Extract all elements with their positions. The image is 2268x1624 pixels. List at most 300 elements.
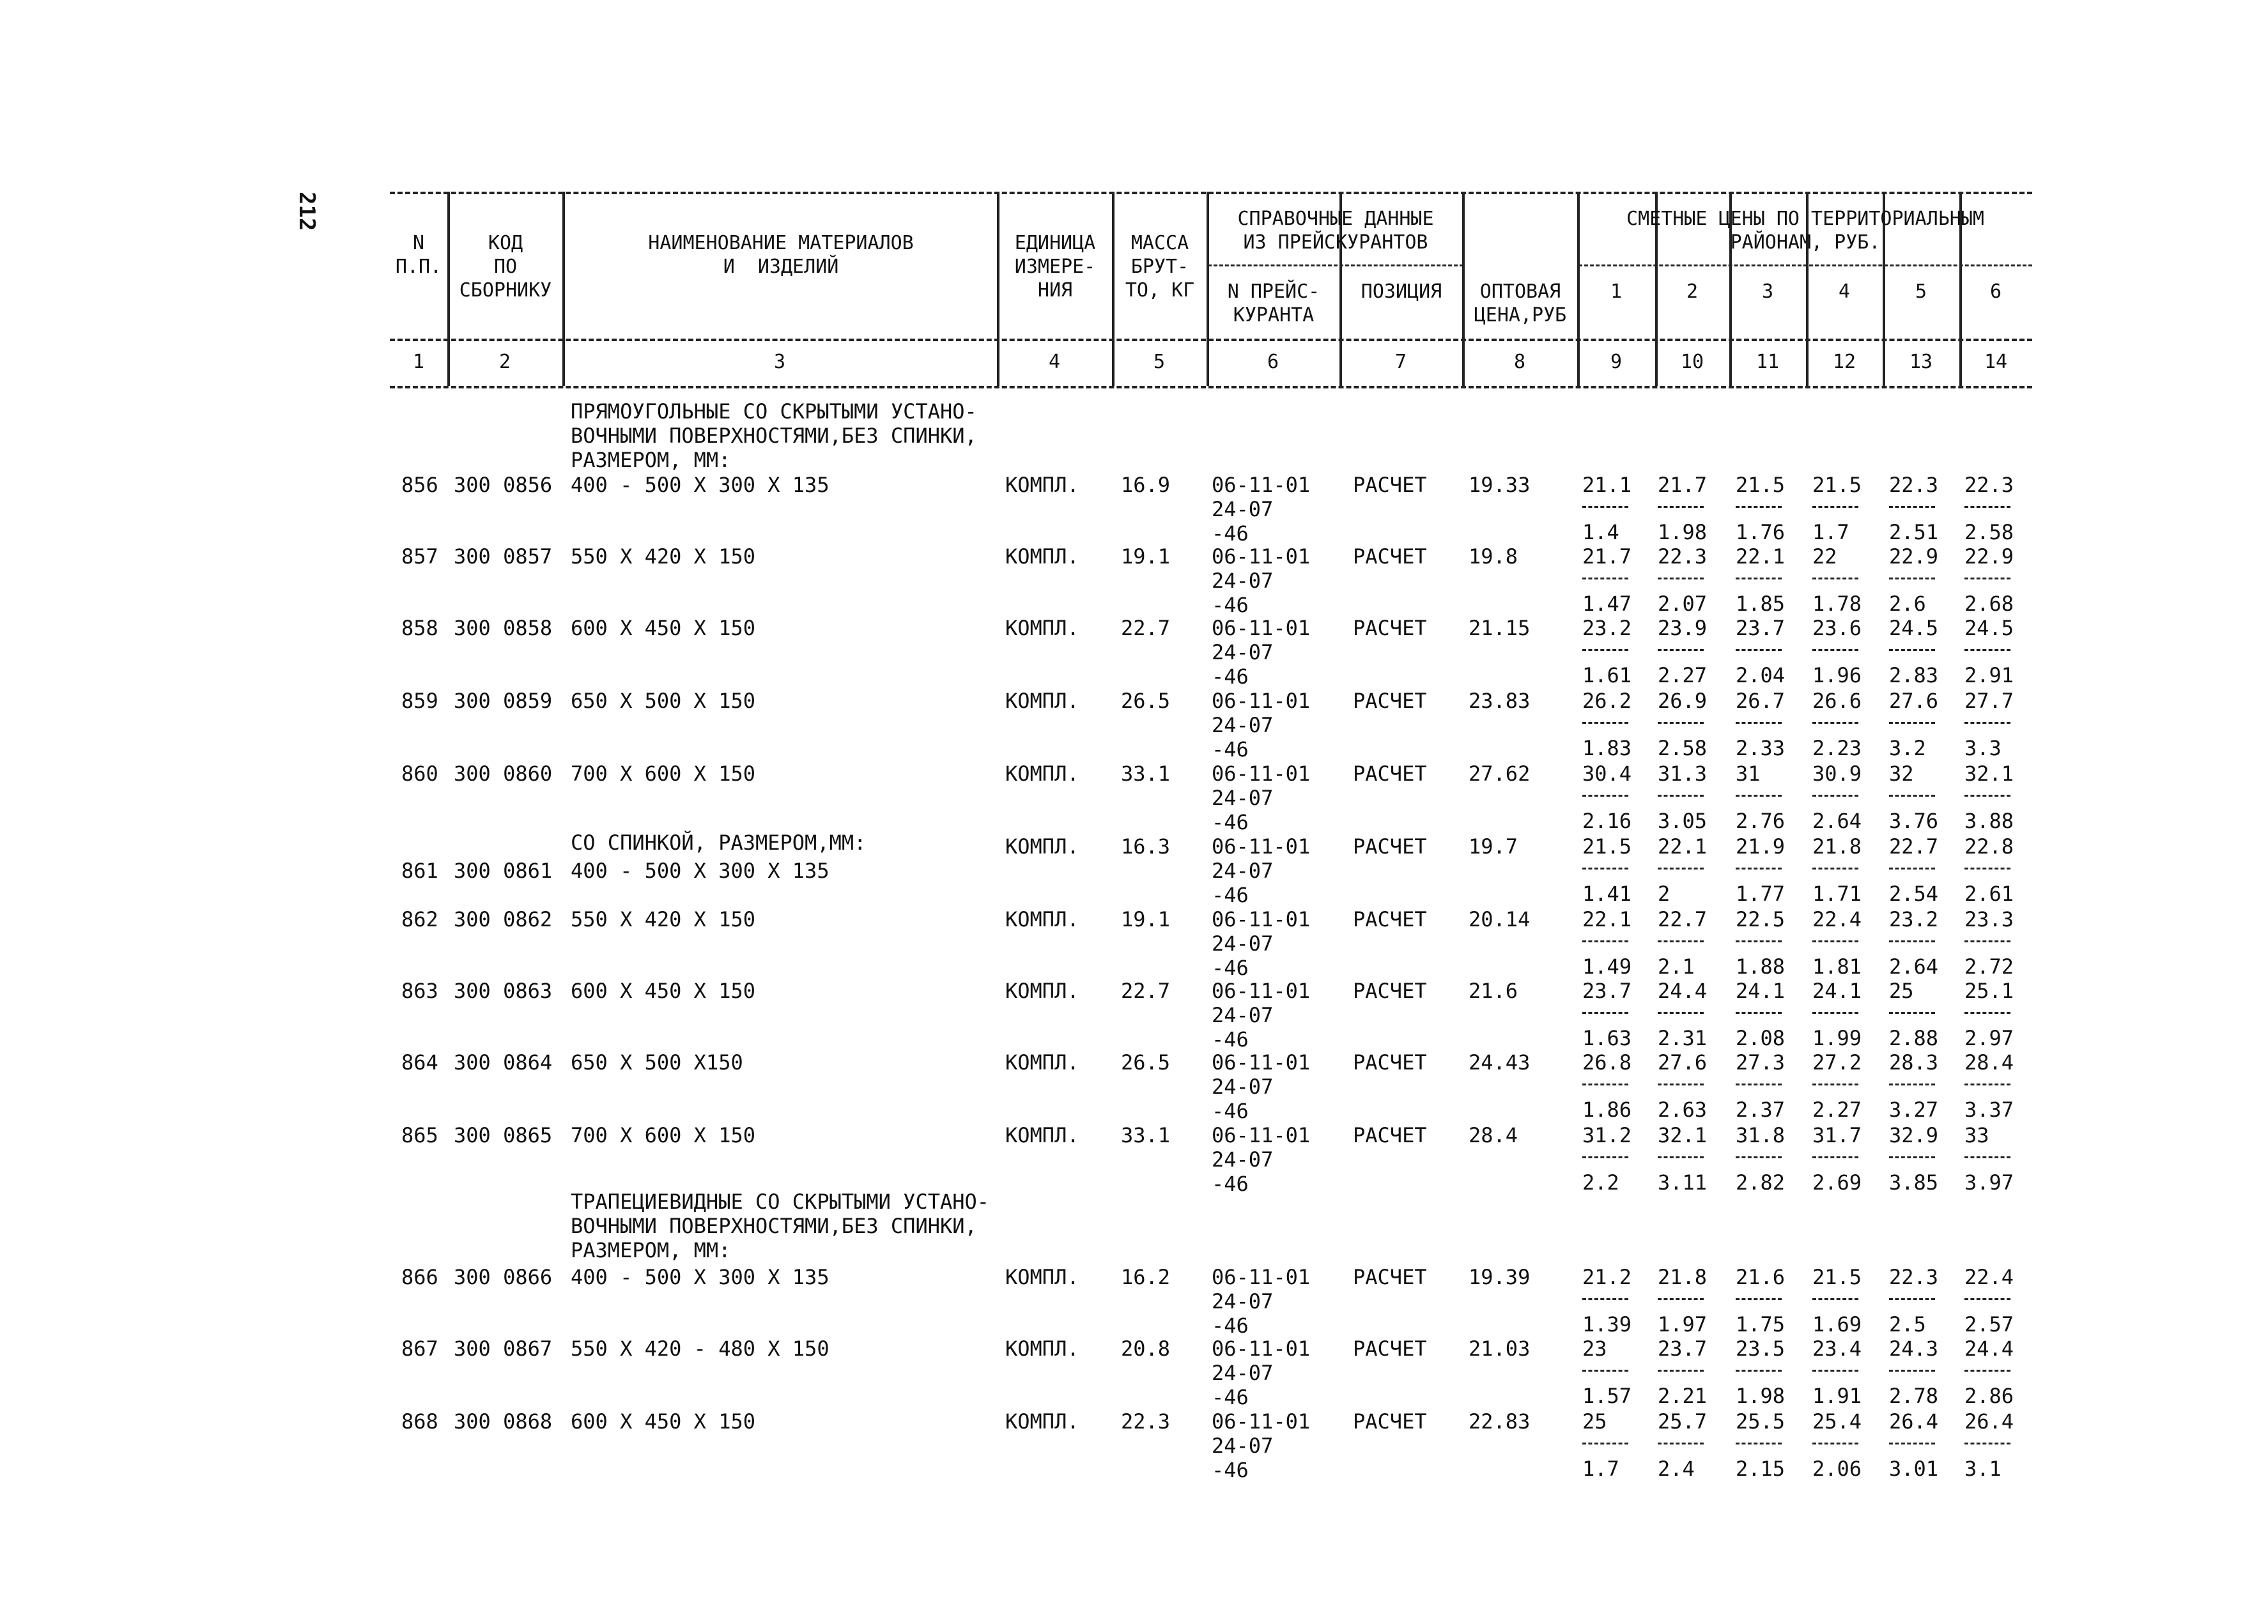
price-bottom-region-5: 2.6	[1889, 592, 1926, 616]
price-top-region-2: 26.9	[1658, 689, 1708, 713]
row-pricelist: 06-11-01 24-07 -46	[1212, 689, 1311, 762]
price-bottom-region-3: 1.85	[1736, 592, 1786, 616]
fraction-rule	[1582, 1012, 1628, 1014]
price-top-region-5: 22.9	[1889, 544, 1939, 569]
price-top-region-6: 24.4	[1964, 1337, 2014, 1361]
fraction-rule	[1658, 868, 1704, 869]
row-mass: 33.1	[1121, 1123, 1171, 1147]
fraction-rule	[1812, 1084, 1858, 1085]
row-pricelist: 06-11-01 24-07 -46	[1212, 979, 1311, 1052]
price-bottom-region-6: 2.68	[1964, 592, 2014, 616]
header-pricelist: N ПРЕЙС- КУРАНТА	[1227, 280, 1320, 326]
row-code: 300 0868	[454, 1409, 553, 1434]
price-top-region-3: 23.5	[1736, 1337, 1786, 1361]
fraction-rule	[1812, 1370, 1858, 1372]
price-bottom-region-1: 2.16	[1582, 809, 1632, 833]
header-unit: ЕДИНИЦА ИЗМЕРЕ- НИЯ	[1014, 232, 1096, 302]
row-pricelist: 06-11-01 24-07 -46	[1212, 1265, 1311, 1338]
fraction-rule	[1889, 649, 1935, 651]
column-number: 6	[1267, 351, 1279, 373]
row-pricelist: 06-11-01 24-07 -46	[1212, 1050, 1311, 1123]
header-region-4: 4	[1838, 280, 1851, 303]
price-bottom-region-2: 2.58	[1658, 736, 1708, 760]
price-bottom-region-5: 2.88	[1889, 1026, 1939, 1050]
column-number: 2	[498, 351, 511, 373]
fraction-rule	[1658, 506, 1704, 508]
price-top-region-4: 26.6	[1812, 689, 1862, 713]
price-bottom-region-6: 2.86	[1964, 1384, 2014, 1408]
column-number: 3	[773, 351, 786, 373]
price-top-region-2: 23.9	[1658, 616, 1708, 640]
price-top-region-3: 26.7	[1736, 689, 1786, 713]
fraction-rule	[1658, 1443, 1704, 1444]
fraction-rule	[1889, 1084, 1935, 1085]
price-bottom-region-2: 2.4	[1658, 1457, 1695, 1481]
price-bottom-region-6: 2.91	[1964, 663, 2014, 687]
fraction-rule	[1582, 940, 1628, 942]
row-position: РАСЧЕТ	[1353, 1337, 1427, 1361]
row-mass: 16.9	[1121, 473, 1171, 497]
price-bottom-region-4: 1.71	[1812, 882, 1862, 906]
price-bottom-region-2: 2.63	[1658, 1098, 1708, 1122]
row-name: 700 X 600 X 150	[571, 1123, 755, 1147]
price-top-region-5: 32.9	[1889, 1123, 1939, 1147]
price-top-region-2: 25.7	[1658, 1409, 1708, 1434]
price-bottom-region-1: 1.83	[1582, 736, 1632, 760]
price-top-region-6: 24.5	[1964, 616, 2014, 640]
price-top-region-3: 31.8	[1736, 1123, 1786, 1147]
row-position: РАСЧЕТ	[1353, 689, 1427, 713]
row-code: 300 0858	[454, 616, 553, 640]
row-mass: 33.1	[1121, 762, 1171, 786]
price-top-region-5: 22.3	[1889, 1265, 1939, 1289]
price-bottom-region-4: 2.06	[1812, 1457, 1862, 1481]
fraction-rule	[1736, 578, 1782, 579]
row-pricelist: 06-11-01 24-07 -46	[1212, 907, 1311, 980]
fraction-rule	[1736, 1012, 1782, 1014]
fraction-rule	[1812, 940, 1858, 942]
price-top-region-6: 22.3	[1964, 473, 2014, 497]
price-top-region-4: 24.1	[1812, 979, 1862, 1003]
price-bottom-region-3: 1.75	[1736, 1312, 1786, 1337]
header-name: НАИМЕНОВАНИЕ МАТЕРИАЛОВ И ИЗДЕЛИЙ	[648, 232, 914, 278]
column-number: 13	[1909, 351, 1933, 373]
price-bottom-region-1: 2.2	[1582, 1170, 1619, 1195]
row-unit: КОМПЛ.	[1005, 762, 1079, 786]
row-position: РАСЧЕТ	[1353, 834, 1427, 859]
price-bottom-region-5: 3.27	[1889, 1098, 1939, 1122]
header-code: КОД ПО СБОРНИКУ	[459, 232, 552, 302]
row-number: 856	[401, 473, 438, 497]
fraction-rule	[1812, 649, 1858, 651]
price-top-region-1: 21.5	[1582, 834, 1632, 859]
header-position: ПОЗИЦИЯ	[1361, 280, 1442, 303]
price-bottom-region-4: 1.96	[1812, 663, 1862, 687]
price-top-region-1: 23.2	[1582, 616, 1632, 640]
price-bottom-region-6: 3.1	[1964, 1457, 2002, 1481]
price-group-rule	[1578, 264, 2032, 266]
row-position: РАСЧЕТ	[1353, 616, 1427, 640]
fraction-rule	[1964, 722, 2010, 724]
row-code: 300 0856	[454, 473, 553, 497]
row-position: РАСЧЕТ	[1353, 1265, 1427, 1289]
price-bottom-region-6: 3.97	[1964, 1170, 2014, 1195]
fraction-rule	[1812, 506, 1858, 508]
row-wholesale: 22.83	[1469, 1409, 1531, 1434]
price-bottom-region-3: 1.77	[1736, 882, 1786, 906]
fraction-rule	[1964, 578, 2010, 579]
header-region-6: 6	[1989, 280, 2002, 303]
fraction-rule	[1812, 1012, 1858, 1014]
column-number: 5	[1153, 351, 1166, 373]
fraction-rule	[1658, 649, 1704, 651]
row-code: 300 0865	[454, 1123, 553, 1147]
row-code: 300 0860	[454, 762, 553, 786]
row-code: 300 0861	[454, 859, 553, 883]
price-bottom-region-6: 3.88	[1964, 809, 2014, 833]
price-top-region-1: 23.7	[1582, 979, 1632, 1003]
fraction-rule	[1582, 1443, 1628, 1444]
row-number: 857	[401, 544, 438, 569]
fraction-rule	[1812, 578, 1858, 579]
price-bottom-region-2: 1.98	[1658, 520, 1708, 544]
price-top-region-5: 27.6	[1889, 689, 1939, 713]
row-number: 860	[401, 762, 438, 786]
fraction-rule	[1736, 1443, 1782, 1444]
header-top-rule	[390, 192, 2032, 194]
price-bottom-region-1: 1.57	[1582, 1384, 1632, 1408]
row-mass: 19.1	[1121, 544, 1171, 569]
ref-group-rule	[1208, 264, 1463, 266]
fraction-rule	[1582, 722, 1628, 724]
fraction-rule	[1736, 1156, 1782, 1158]
fraction-rule	[1582, 578, 1628, 579]
price-top-region-1: 31.2	[1582, 1123, 1632, 1147]
price-top-region-5: 28.3	[1889, 1050, 1939, 1075]
fraction-rule	[1964, 649, 2010, 651]
fraction-rule	[1582, 1084, 1628, 1085]
price-bottom-region-3: 2.76	[1736, 809, 1786, 833]
row-unit: КОМПЛ.	[1005, 1409, 1079, 1434]
price-top-region-1: 30.4	[1582, 762, 1632, 786]
price-top-region-2: 23.7	[1658, 1337, 1708, 1361]
row-unit: КОМПЛ.	[1005, 1337, 1079, 1361]
fraction-rule	[1736, 1084, 1782, 1085]
price-top-region-6: 33	[1964, 1123, 1989, 1147]
price-bottom-region-3: 1.88	[1736, 954, 1786, 979]
fraction-rule	[1889, 1012, 1935, 1014]
row-mass: 16.2	[1121, 1265, 1171, 1289]
row-number: 858	[401, 616, 438, 640]
column-number: 14	[1984, 351, 2008, 373]
price-top-region-5: 24.5	[1889, 616, 1939, 640]
fraction-rule	[1889, 795, 1935, 797]
row-position: РАСЧЕТ	[1353, 1123, 1427, 1147]
row-name: 400 - 500 X 300 X 135	[571, 1265, 829, 1289]
price-bottom-region-1: 1.47	[1582, 592, 1632, 616]
price-bottom-region-4: 2.27	[1812, 1098, 1862, 1122]
fraction-rule	[1964, 795, 2010, 797]
price-bottom-region-6: 2.57	[1964, 1312, 2014, 1337]
price-bottom-region-5: 2.64	[1889, 954, 1939, 979]
price-bottom-region-2: 2.31	[1658, 1026, 1708, 1050]
fraction-rule	[1889, 868, 1935, 869]
row-position: РАСЧЕТ	[1353, 1050, 1427, 1075]
price-bottom-region-3: 1.76	[1736, 520, 1786, 544]
price-top-region-3: 31	[1736, 762, 1761, 786]
price-top-region-6: 27.7	[1964, 689, 2014, 713]
fraction-rule	[1889, 1298, 1935, 1300]
price-bottom-region-1: 1.7	[1582, 1457, 1619, 1481]
price-top-region-5: 26.4	[1889, 1409, 1939, 1434]
row-number: 866	[401, 1265, 438, 1289]
price-top-region-3: 21.9	[1736, 834, 1786, 859]
price-top-region-5: 22.3	[1889, 473, 1939, 497]
price-bottom-region-5: 2.51	[1889, 520, 1939, 544]
row-unit: КОМПЛ.	[1005, 834, 1079, 859]
row-wholesale: 23.83	[1469, 689, 1531, 713]
price-bottom-region-5: 3.76	[1889, 809, 1939, 833]
row-pricelist: 06-11-01 24-07 -46	[1212, 616, 1311, 689]
fraction-rule	[1812, 1443, 1858, 1444]
fraction-rule	[1812, 1298, 1858, 1300]
row-number: 868	[401, 1409, 438, 1434]
price-bottom-region-6: 2.61	[1964, 882, 2014, 906]
fraction-rule	[1658, 722, 1704, 724]
section-title: ТРАПЕЦИЕВИДНЫЕ СО СКРЫТЫМИ УСТАНО- ВОЧНЫМИ ПОВЕРХНОСТЯМИ,БЕЗ СПИНКИ, РАЗМЕРОМ, ММ:	[571, 1190, 990, 1262]
price-bottom-region-1: 1.39	[1582, 1312, 1632, 1337]
row-code: 300 0866	[454, 1265, 553, 1289]
section-title: СО СПИНКОЙ, РАЗМЕРОМ,ММ:	[571, 831, 867, 855]
row-unit: КОМПЛ.	[1005, 616, 1079, 640]
price-bottom-region-6: 2.97	[1964, 1026, 2014, 1050]
price-bottom-region-5: 3.01	[1889, 1457, 1939, 1481]
row-position: РАСЧЕТ	[1353, 544, 1427, 569]
price-bottom-region-6: 3.3	[1964, 736, 2002, 760]
price-top-region-3: 22.5	[1736, 907, 1786, 931]
fraction-rule	[1736, 1370, 1782, 1372]
page-number: 212	[294, 192, 320, 231]
fraction-rule	[1736, 1298, 1782, 1300]
price-bottom-region-5: 3.85	[1889, 1170, 1939, 1195]
header-region-2: 2	[1686, 280, 1699, 303]
price-top-region-2: 22.7	[1658, 907, 1708, 931]
price-bottom-region-2: 3.11	[1658, 1170, 1708, 1195]
column-number: 10	[1680, 351, 1704, 373]
fraction-rule	[1582, 649, 1628, 651]
row-wholesale: 19.7	[1469, 834, 1518, 859]
price-top-region-4: 21.8	[1812, 834, 1862, 859]
row-position: РАСЧЕТ	[1353, 979, 1427, 1003]
price-bottom-region-4: 1.7	[1812, 520, 1849, 544]
price-bottom-region-4: 1.69	[1812, 1312, 1862, 1337]
row-position: РАСЧЕТ	[1353, 473, 1427, 497]
fraction-rule	[1964, 1370, 2010, 1372]
row-mass: 20.8	[1121, 1337, 1171, 1361]
row-pricelist: 06-11-01 24-07 -46	[1212, 1409, 1311, 1482]
row-mass: 22.7	[1121, 616, 1171, 640]
fraction-rule	[1889, 506, 1935, 508]
price-top-region-3: 24.1	[1736, 979, 1786, 1003]
fraction-rule	[1658, 795, 1704, 797]
row-position: РАСЧЕТ	[1353, 762, 1427, 786]
price-top-region-4: 21.5	[1812, 473, 1862, 497]
fraction-rule	[1889, 1156, 1935, 1158]
row-name: 400 - 500 X 300 X 135	[571, 473, 829, 497]
row-wholesale: 28.4	[1469, 1123, 1518, 1147]
row-mass: 22.3	[1121, 1409, 1171, 1434]
price-top-region-6: 32.1	[1964, 762, 2014, 786]
row-wholesale: 21.03	[1469, 1337, 1531, 1361]
row-wholesale: 20.14	[1469, 907, 1531, 931]
colnum-bottom-rule	[390, 386, 2032, 388]
price-top-region-3: 25.5	[1736, 1409, 1786, 1434]
price-top-region-1: 25	[1582, 1409, 1607, 1434]
price-top-region-4: 23.4	[1812, 1337, 1862, 1361]
price-bottom-region-1: 1.41	[1582, 882, 1632, 906]
price-top-region-6: 25.1	[1964, 979, 2014, 1003]
header-mass: МАССА БРУТ- ТО, КГ	[1125, 232, 1195, 302]
price-bottom-region-4: 2.23	[1812, 736, 1862, 760]
column-number: 7	[1394, 351, 1407, 373]
column-number: 11	[1755, 351, 1780, 373]
row-name: 700 X 600 X 150	[571, 762, 755, 786]
row-pricelist: 06-11-01 24-07 -46	[1212, 1337, 1311, 1409]
fraction-rule	[1812, 868, 1858, 869]
price-top-region-2: 22.3	[1658, 544, 1708, 569]
price-bottom-region-1: 1.61	[1582, 663, 1632, 687]
price-top-region-4: 23.6	[1812, 616, 1862, 640]
price-top-region-3: 23.7	[1736, 616, 1786, 640]
price-top-region-5: 24.3	[1889, 1337, 1939, 1361]
fraction-rule	[1964, 506, 2010, 508]
price-top-region-4: 25.4	[1812, 1409, 1862, 1434]
price-bottom-region-3: 2.33	[1736, 736, 1786, 760]
fraction-rule	[1736, 940, 1782, 942]
fraction-rule	[1736, 795, 1782, 797]
row-name: 600 X 450 X 150	[571, 616, 755, 640]
price-top-region-5: 32	[1889, 762, 1914, 786]
price-bottom-region-1: 1.63	[1582, 1026, 1632, 1050]
price-top-region-2: 31.3	[1658, 762, 1708, 786]
price-bottom-region-4: 2.64	[1812, 809, 1862, 833]
price-bottom-region-6: 2.72	[1964, 954, 2014, 979]
price-bottom-region-5: 2.5	[1889, 1312, 1926, 1337]
row-unit: КОМПЛ.	[1005, 1123, 1079, 1147]
price-top-region-1: 26.2	[1582, 689, 1632, 713]
column-number: 12	[1832, 351, 1856, 373]
price-top-region-3: 21.5	[1736, 473, 1786, 497]
header-region-1: 1	[1610, 280, 1623, 303]
row-number: 859	[401, 689, 438, 713]
price-bottom-region-2: 2.1	[1658, 954, 1695, 979]
price-top-region-3: 27.3	[1736, 1050, 1786, 1075]
price-top-region-1: 21.1	[1582, 473, 1632, 497]
fraction-rule	[1582, 868, 1628, 869]
row-wholesale: 24.43	[1469, 1050, 1531, 1075]
row-pricelist: 06-11-01 24-07 -46	[1212, 544, 1311, 617]
row-position: РАСЧЕТ	[1353, 907, 1427, 931]
fraction-rule	[1964, 1012, 2010, 1014]
row-number: 863	[401, 979, 438, 1003]
price-top-region-1: 21.7	[1582, 544, 1632, 569]
price-bottom-region-3: 2.37	[1736, 1098, 1786, 1122]
price-bottom-region-4: 2.69	[1812, 1170, 1862, 1195]
price-bottom-region-5: 3.2	[1889, 736, 1926, 760]
fraction-rule	[1658, 1084, 1704, 1085]
price-bottom-region-3: 2.15	[1736, 1457, 1786, 1481]
price-top-region-6: 26.4	[1964, 1409, 2014, 1434]
section-title: ПРЯМОУГОЛЬНЫЕ СО СКРЫТЫМИ УСТАНО- ВОЧНЫМИ ПОВЕРХНОСТЯМИ,БЕЗ СПИНКИ, РАЗМЕРОМ, ММ:	[571, 399, 977, 472]
fraction-rule	[1964, 868, 2010, 869]
fraction-rule	[1736, 868, 1782, 869]
fraction-rule	[1889, 940, 1935, 942]
price-bottom-region-4: 1.78	[1812, 592, 1862, 616]
header-num: N П.П.	[395, 232, 442, 278]
price-bottom-region-1: 1.49	[1582, 954, 1632, 979]
fraction-rule	[1812, 1156, 1858, 1158]
fraction-rule	[1736, 649, 1782, 651]
price-top-region-2: 22.1	[1658, 834, 1708, 859]
price-bottom-region-3: 2.08	[1736, 1026, 1786, 1050]
row-unit: КОМПЛ.	[1005, 907, 1079, 931]
price-bottom-region-2: 2.07	[1658, 592, 1708, 616]
column-number: 1	[412, 351, 425, 373]
fraction-rule	[1889, 722, 1935, 724]
row-pricelist: 06-11-01 24-07 -46	[1212, 762, 1311, 834]
row-number: 867	[401, 1337, 438, 1361]
row-name: 600 X 450 X 150	[571, 979, 755, 1003]
fraction-rule	[1964, 1298, 2010, 1300]
price-top-region-6: 23.3	[1964, 907, 2014, 931]
row-name: 400 - 500 X 300 X 135	[571, 859, 829, 883]
fraction-rule	[1658, 1298, 1704, 1300]
header-region-5: 5	[1915, 280, 1927, 303]
price-bottom-region-4: 1.81	[1812, 954, 1862, 979]
row-pricelist: 06-11-01 24-07 -46	[1212, 1123, 1311, 1196]
row-wholesale: 27.62	[1469, 762, 1531, 786]
price-top-region-6: 22.9	[1964, 544, 2014, 569]
price-top-region-2: 32.1	[1658, 1123, 1708, 1147]
price-bottom-region-3: 1.98	[1736, 1384, 1786, 1408]
price-top-region-6: 22.8	[1964, 834, 2014, 859]
row-wholesale: 19.33	[1469, 473, 1531, 497]
row-code: 300 0862	[454, 907, 553, 931]
fraction-rule	[1889, 1370, 1935, 1372]
row-name: 650 X 500 X150	[571, 1050, 743, 1075]
row-name: 550 X 420 - 480 X 150	[571, 1337, 829, 1361]
price-top-region-1: 22.1	[1582, 907, 1632, 931]
price-bottom-region-5: 2.54	[1889, 882, 1939, 906]
row-code: 300 0867	[454, 1337, 553, 1361]
price-bottom-region-3: 2.82	[1736, 1170, 1786, 1195]
row-unit: КОМПЛ.	[1005, 979, 1079, 1003]
header-wholesale: ОПТОВАЯ ЦЕНА,РУБ	[1474, 280, 1567, 326]
header-price-group: СМЕТНЫЕ ЦЕНЫ ПО ТЕРРИТОРИАЛЬНЫМ РАЙОНАМ, РУБ.	[1626, 208, 1984, 254]
row-name: 550 X 420 X 150	[571, 907, 755, 931]
fraction-rule	[1889, 1443, 1935, 1444]
price-bottom-region-1: 1.4	[1582, 520, 1619, 544]
price-top-region-4: 22	[1812, 544, 1837, 569]
price-bottom-region-5: 2.83	[1889, 663, 1939, 687]
price-bottom-region-4: 1.99	[1812, 1026, 1862, 1050]
price-bottom-region-1: 1.86	[1582, 1098, 1632, 1122]
fraction-rule	[1658, 940, 1704, 942]
price-bottom-region-2: 2	[1658, 882, 1670, 906]
price-bottom-region-2: 2.21	[1658, 1384, 1708, 1408]
price-top-region-5: 23.2	[1889, 907, 1939, 931]
price-top-region-1: 23	[1582, 1337, 1607, 1361]
